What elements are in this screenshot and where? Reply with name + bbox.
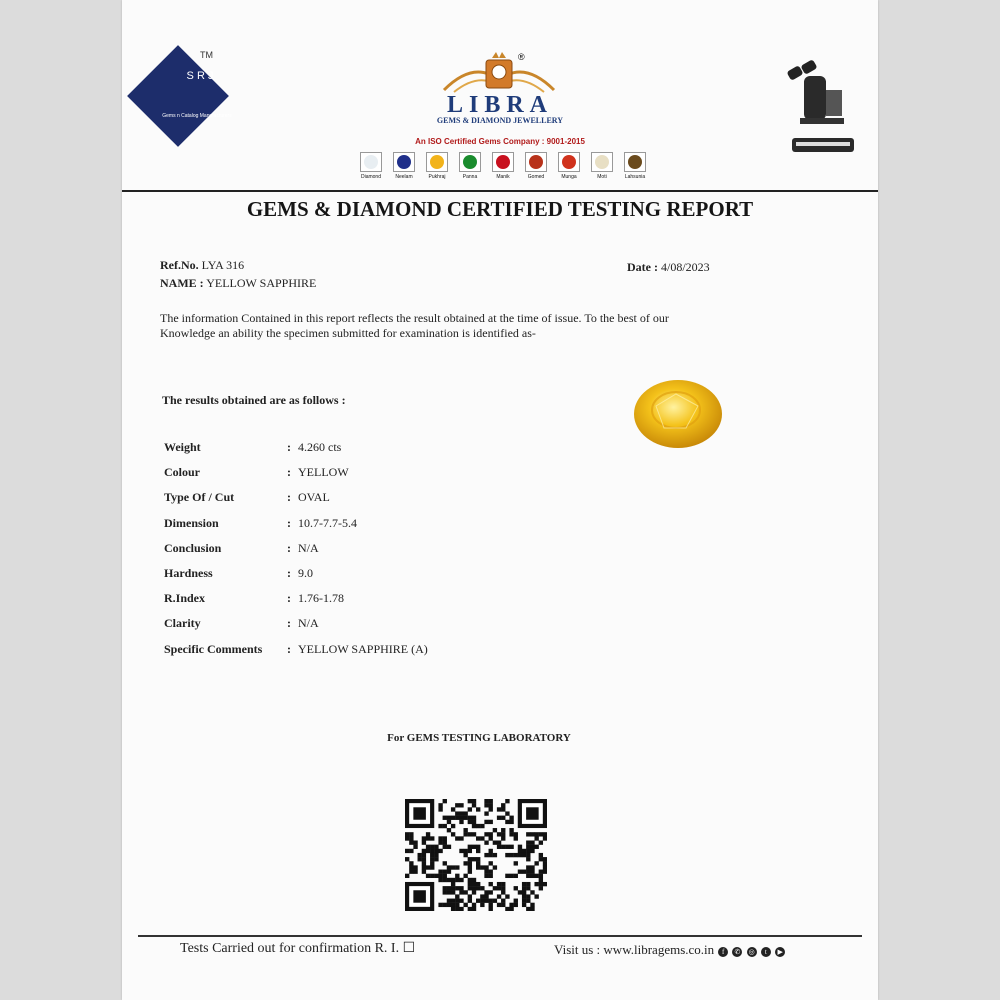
brand-subtitle: GEMS & DIAMOND JEWELLERY [436,116,564,125]
gem-swatch [591,152,613,172]
gem-swatch [426,152,448,172]
gem-strip [356,152,656,188]
name-value: YELLOW SAPPHIRE [206,276,317,290]
facebook-icon[interactable]: f [718,947,728,957]
trademark-mark: TM [200,50,213,60]
gem-color-dot [496,155,510,169]
srj-logo-diamond [127,45,229,147]
result-colon: : [287,616,291,631]
instagram-icon[interactable]: ◎ [748,948,755,956]
website-line [554,942,785,958]
gem-color-dot [364,155,378,169]
gem-swatch [360,152,382,172]
libra-crest-logo [434,50,564,96]
result-label: R.Index [164,591,206,606]
gem-name-label: Munga [561,174,577,180]
gem-color-dot [463,155,477,169]
gem-item [488,152,518,188]
gem-name-label: Gomed [527,174,545,180]
header-divider [122,190,878,192]
gem-name-label: Diamond [360,174,381,180]
result-row [164,516,604,532]
ref-label: Ref.No. [160,258,199,272]
gem-color-dot [562,155,576,169]
gem-name-label: Manik [496,174,510,180]
footer-divider [138,935,862,937]
gem-swatch [393,152,415,172]
name-label: NAME : [160,276,204,290]
intro-line-2: Knowledge an ability the specimen submitted for examination is identified as- [160,326,536,340]
result-row [164,616,604,632]
report-title: GEMS & DIAMOND CERTIFIED TESTING REPORT [246,197,754,221]
result-value: YELLOW SAPPHIRE (A) [298,641,428,656]
result-row [164,642,604,658]
microscope-icon [782,60,862,160]
gem-name-label: Panna [462,174,478,180]
gem-name-label: Neelam [395,174,413,180]
gem-color-dot [628,155,642,169]
twitter-icon[interactable]: t [761,947,771,957]
result-value: N/A [298,540,319,555]
result-row [164,490,604,506]
date-label: Date : [627,260,658,274]
certificate-header [122,0,878,190]
result-row [164,465,604,481]
result-row [164,566,604,582]
brand-name: LIBRA [446,92,554,118]
website-text: Visit us : www.libragems.co.in [554,942,715,957]
youtube-icon[interactable]: ▶ [775,947,785,957]
result-colon: : [287,465,291,480]
yellow-sapphire-photo [626,376,726,454]
gem-color-dot [397,155,411,169]
gem-name-label: Pukhraj [428,174,446,180]
result-row [164,541,604,557]
gem-item [455,152,485,188]
social-icons [717,942,785,958]
intro-line-1: The information Contained in this report reflects the result obtained at the time of issue. To the best of our [160,311,669,325]
result-row [164,591,604,607]
result-label: Clarity [164,616,201,631]
gem-color-dot [430,155,444,169]
result-label: Dimension [164,515,219,530]
result-value: N/A [298,616,319,631]
result-label: Colour [164,465,200,480]
gem-swatch [624,152,646,172]
result-colon: : [287,591,291,606]
whatsapp-icon[interactable]: ✆ [732,947,742,957]
result-colon: : [287,641,291,656]
result-row [164,440,604,456]
gem-item [356,152,386,188]
result-label: Specific Comments [164,641,263,656]
specimen-name [160,276,316,291]
gem-name-label: Moti [597,174,607,180]
result-colon: : [287,566,291,580]
gem-color-dot [529,155,543,169]
gem-swatch [492,152,514,172]
report-date [627,260,710,275]
gem-item [587,152,617,188]
result-colon: : [287,515,291,530]
date-value: 4/08/2023 [660,260,710,274]
ref-value: LYA 316 [201,258,245,272]
gem-item [521,152,551,188]
result-label: Type Of / Cut [164,490,235,505]
gem-item [620,152,650,188]
registered-mark: ® [518,52,525,62]
result-colon: : [287,440,291,454]
result-label: Hardness [164,566,213,580]
result-label: Conclusion [164,540,222,555]
gem-item [389,152,419,188]
ref-number [160,258,244,273]
result-value: 10.7-7.7-5.4 [298,515,357,530]
srj-logo-letters: S R J [186,70,214,82]
result-value: 4.260 cts [298,440,342,454]
intro-paragraph [160,311,800,341]
qr-code [405,799,547,911]
gem-item [422,152,452,188]
result-colon: : [287,540,291,555]
lab-signature-line: For GEMS TESTING LABORATORY [387,732,571,744]
gem-swatch [558,152,580,172]
gem-swatch [459,152,481,172]
gem-name-label: Lahsunia [624,174,646,180]
iso-statement: An ISO Certified Gems Company : 9001-2015 [415,137,585,146]
gem-item [554,152,584,188]
result-value: YELLOW [298,465,349,480]
tests-note: Tests Carried out for confirmation R. I. ☐ [180,941,416,956]
result-value: 1.76-1.78 [298,591,344,606]
gem-color-dot [595,155,609,169]
result-value: 9.0 [298,566,313,580]
certificate-sheet [122,0,878,1000]
result-colon: : [287,490,291,505]
result-value: OVAL [298,490,330,505]
result-label: Weight [164,440,201,454]
srj-logo-tagline: Gems n Catalog Manufacturers [162,113,232,119]
gem-swatch [525,152,547,172]
results-heading: The results obtained are as follows : [162,393,346,407]
